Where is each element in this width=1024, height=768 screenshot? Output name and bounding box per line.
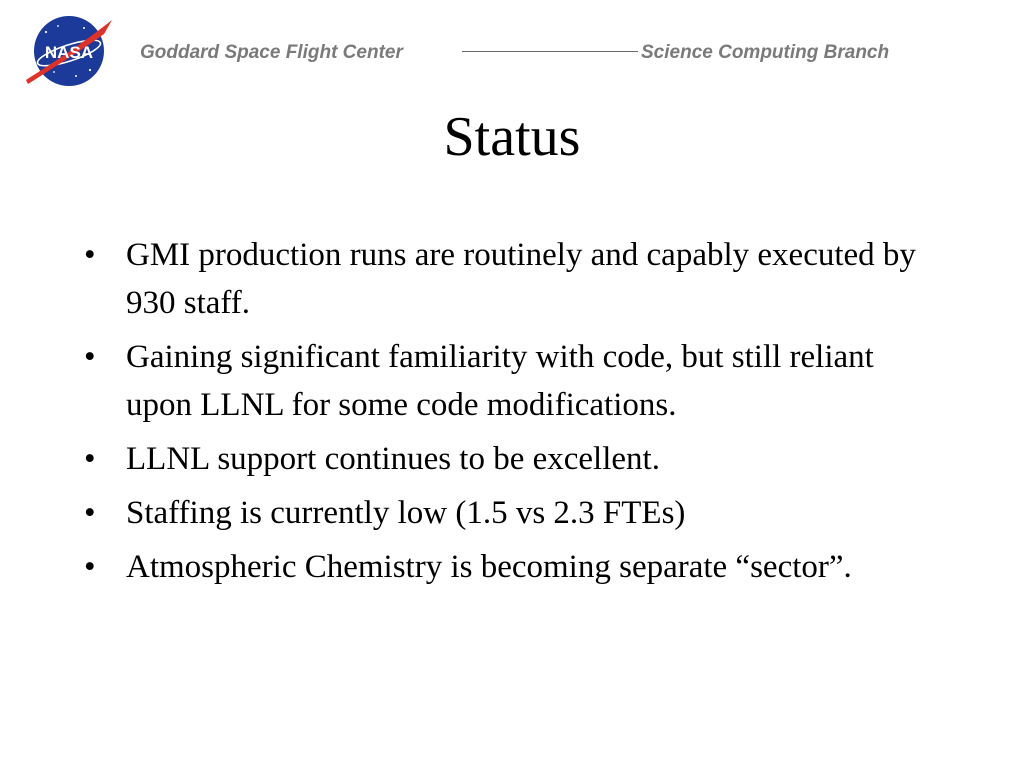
bullet-text: Staffing is currently low (1.5 vs 2.3 FTEs) bbox=[126, 495, 686, 531]
bullet-item bbox=[84, 333, 944, 429]
svg-text:NASA: NASA bbox=[44, 43, 94, 62]
slide-title: Status bbox=[443, 106, 581, 168]
bullet-icon: • bbox=[84, 495, 96, 531]
bullet-icon: • bbox=[84, 441, 96, 477]
header-branch: Science Computing Branch bbox=[641, 42, 890, 63]
nasa-logo bbox=[24, 14, 114, 88]
bullet-icon: • bbox=[84, 549, 96, 585]
bullet-text: LLNL support continues to be excellent. bbox=[126, 441, 660, 477]
bullet-text: GMI production runs are routinely and capably executed by 930 staff. bbox=[126, 237, 916, 321]
bullet-icon: • bbox=[84, 237, 96, 273]
bullet-text: Gaining significant familiarity with code, but still reliant upon LLNL for some code modifications. bbox=[126, 339, 874, 423]
nasa-meatball-icon bbox=[24, 14, 114, 88]
bullet-text: Atmospheric Chemistry is becoming separate “sector”. bbox=[126, 549, 852, 585]
bullet-item bbox=[84, 231, 944, 327]
bullet-item bbox=[84, 543, 944, 591]
bullet-list bbox=[84, 231, 944, 597]
bullet-item bbox=[84, 489, 944, 537]
header-divider-line bbox=[462, 51, 638, 52]
bullet-item bbox=[84, 435, 944, 483]
header-organization: Goddard Space Flight Center bbox=[140, 42, 403, 63]
bullet-icon: • bbox=[84, 339, 96, 375]
